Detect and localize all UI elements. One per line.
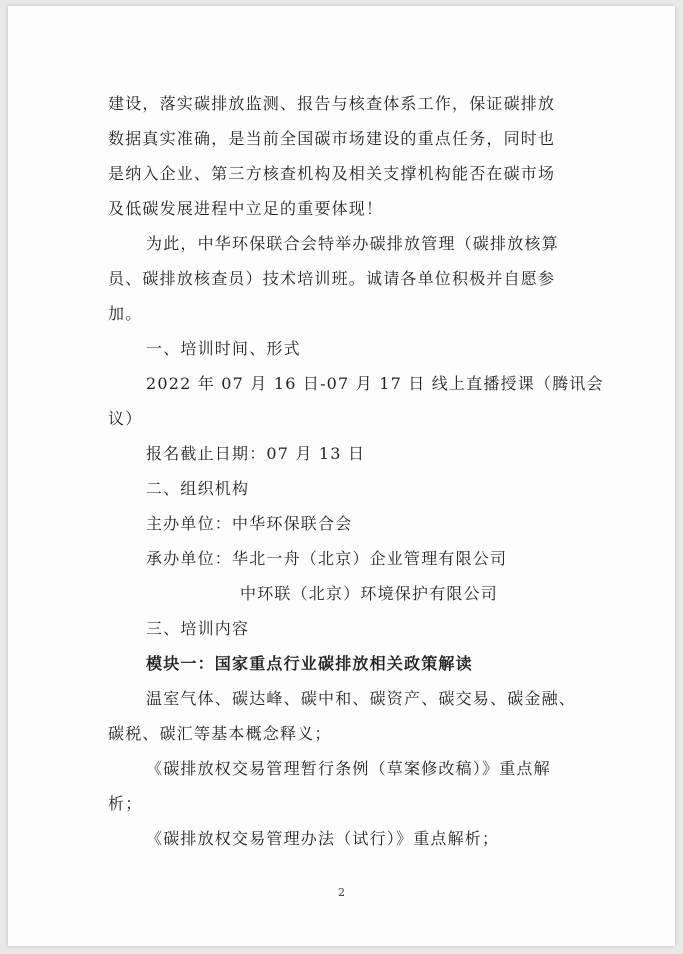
training-time-cont: 议） (108, 409, 143, 428)
section-heading: 二、组织机构 (146, 479, 250, 498)
training-time: 2022 年 07 月 16 日-07 月 17 日 线上直播授课（腾讯会 (146, 374, 604, 393)
paragraph-line: 员、碳排放核查员）技术培训班。诚请各单位积极并自愿参 (108, 269, 556, 288)
paragraph-line: 为此，中华环保联合会特举办碳排放管理（碳排放核算 (146, 234, 559, 253)
host-organization: 主办单位：中华环保联合会 (146, 514, 353, 533)
paragraph-line: 是纳入企业、第三方核查机构及相关支撑机构能否在碳市场 (108, 164, 556, 183)
paragraph-line: 及低碳发展进程中立足的重要体现！ (108, 199, 384, 218)
section-heading: 三、培训内容 (146, 619, 250, 638)
regulation-line: 《碳排放权交易管理办法（试行）》重点解析； (146, 829, 500, 848)
paragraph-line: 加。 (108, 304, 143, 323)
paragraph-line: 数据真实准确，是当前全国碳市场建设的重点任务，同时也 (108, 129, 556, 148)
organizer: 承办单位：华北一舟（北京）企业管理有限公司 (146, 549, 508, 568)
concepts-line: 温室气体、碳达峰、碳中和、碳资产、碳交易、碳金融、 (146, 689, 577, 708)
document-page (8, 6, 675, 946)
regulation-line: 《碳排放权交易管理暂行条例（草案修改稿）》重点解 (146, 759, 551, 778)
module-heading: 模块一：国家重点行业碳排放相关政策解读 (146, 654, 473, 673)
regulation-line: 析； (108, 794, 143, 813)
concepts-line: 碳税、碳汇等基本概念释义； (108, 724, 332, 743)
page-number: 2 (338, 886, 345, 899)
registration-deadline: 报名截止日期：07 月 13 日 (146, 444, 366, 463)
section-heading: 一、培训时间、形式 (146, 339, 301, 358)
paragraph-line: 建设，落实碳排放监测、报告与核查体系工作，保证碳排放 (108, 94, 556, 113)
organizer-2: 中环联（北京）环境保护有限公司 (240, 584, 499, 603)
